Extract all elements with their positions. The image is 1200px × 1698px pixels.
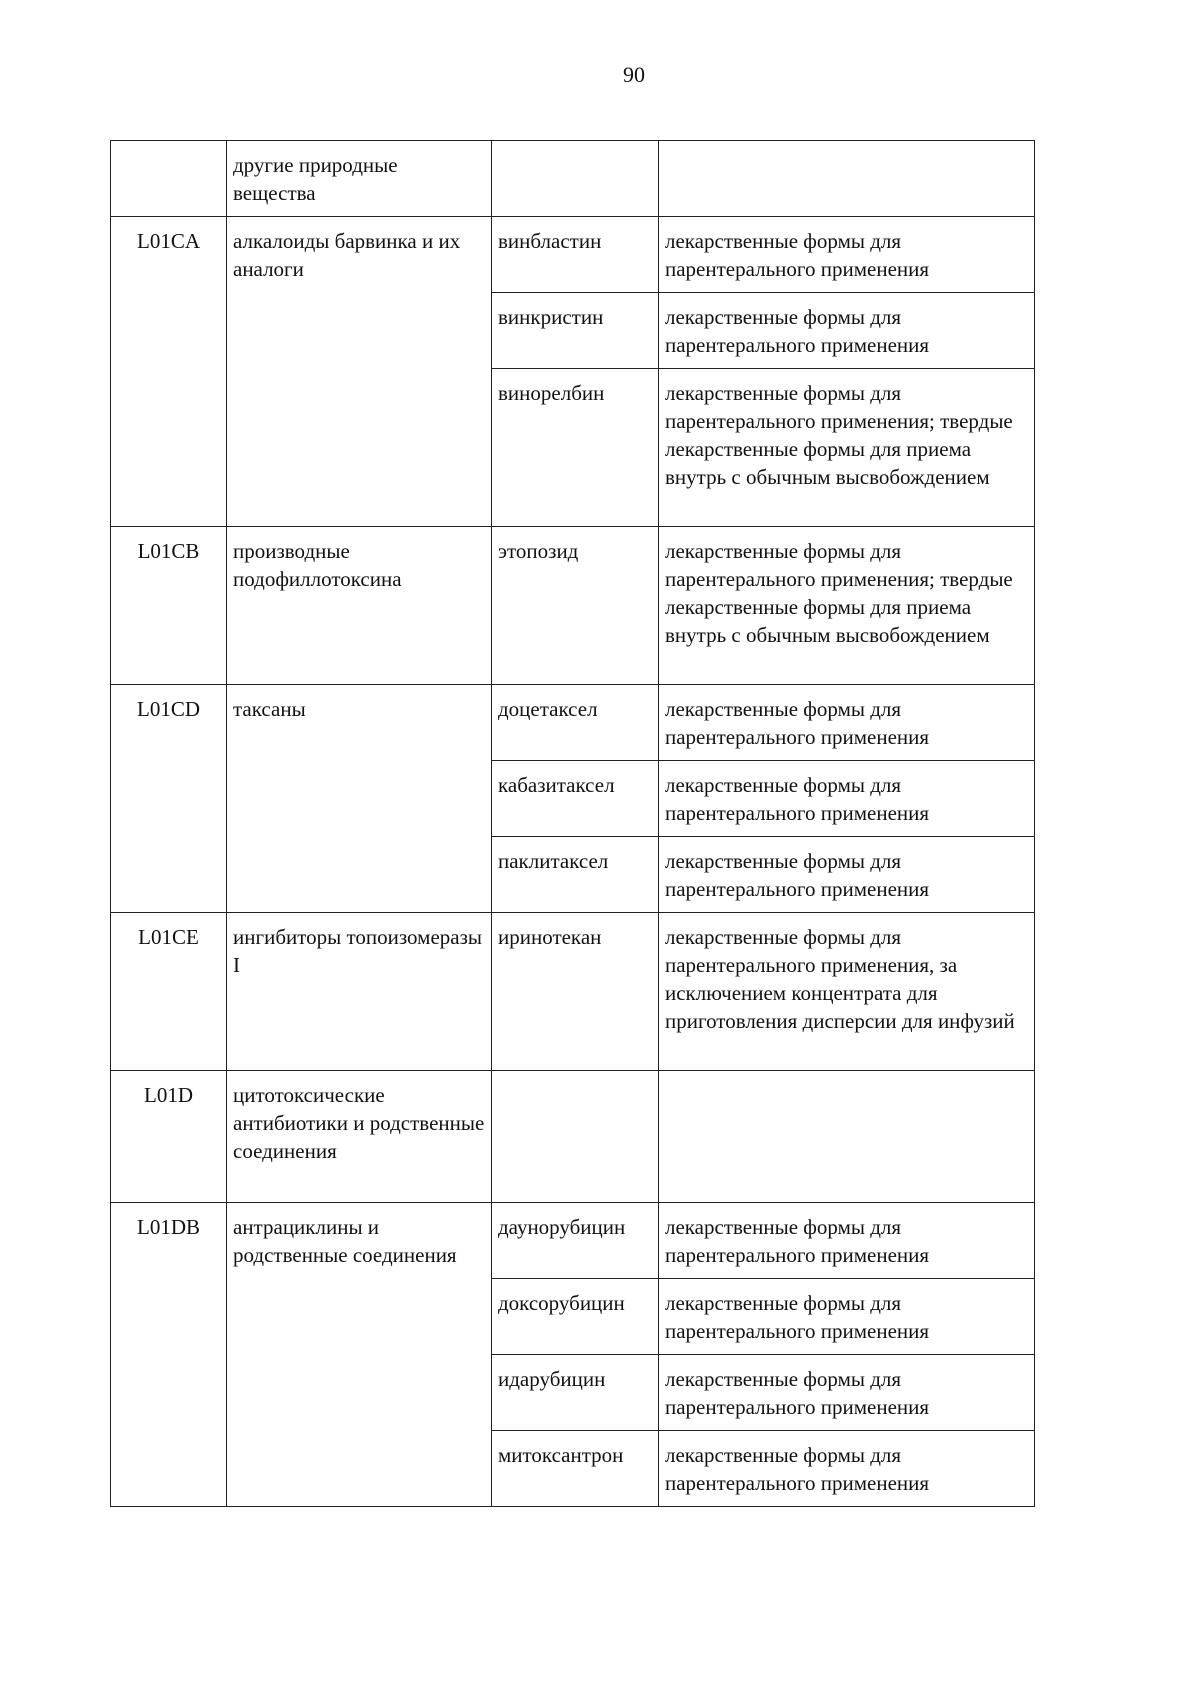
table-row: [111, 685, 1035, 761]
drug-name-cell: митоксантрон: [492, 1431, 659, 1507]
atc-code-cell: L01CE: [111, 913, 227, 1071]
table-row: [111, 913, 1035, 1071]
dosage-form-cell: лекарственные формы для парентерального применения; твердые лекарственные формы для приема внутрь с обычным высвобождением: [659, 527, 1035, 685]
atc-code-cell: [111, 141, 227, 217]
dosage-form-cell: лекарственные формы для парентерального применения: [659, 1279, 1035, 1355]
dosage-form-cell: лекарственные формы для парентерального применения: [659, 217, 1035, 293]
atc-code-cell: L01DB: [111, 1203, 227, 1507]
dosage-form-cell: лекарственные формы для парентерального применения: [659, 1431, 1035, 1507]
atc-code-cell: L01CA: [111, 217, 227, 527]
drug-name-cell: винкристин: [492, 293, 659, 369]
table-row: [111, 1203, 1035, 1279]
drug-name-cell: даунорубицин: [492, 1203, 659, 1279]
table-row: [111, 527, 1035, 685]
atc-code-cell: L01D: [111, 1071, 227, 1203]
drug-name-cell: идарубицин: [492, 1355, 659, 1431]
atc-group-cell: ингибиторы топоизомеразы I: [227, 913, 492, 1071]
drug-name-cell: доцетаксел: [492, 685, 659, 761]
dosage-form-cell: лекарственные формы для парентерального применения: [659, 1355, 1035, 1431]
dosage-form-cell: [659, 1071, 1035, 1203]
atc-group-cell: производные подофиллотоксина: [227, 527, 492, 685]
page-number: 90: [623, 62, 645, 87]
atc-group-cell: алкалоиды барвинка и их аналоги: [227, 217, 492, 527]
dosage-form-cell: [659, 141, 1035, 217]
dosage-form-cell: лекарственные формы для парентерального применения; твердые лекарственные формы для приема внутрь с обычным высвобождением: [659, 369, 1035, 527]
atc-code-cell: L01CD: [111, 685, 227, 913]
atc-group-cell: цитотоксические антибиотики и родственные соединения: [227, 1071, 492, 1203]
drug-table: [110, 140, 1035, 1507]
atc-code-cell: L01CB: [111, 527, 227, 685]
dosage-form-cell: лекарственные формы для парентерального применения: [659, 1203, 1035, 1279]
dosage-form-cell: лекарственные формы для парентерального применения, за исключением концентрата для приготовления дисперсии для инфузий: [659, 913, 1035, 1071]
drug-name-cell: [492, 141, 659, 217]
dosage-form-cell: лекарственные формы для парентерального применения: [659, 685, 1035, 761]
dosage-form-cell: лекарственные формы для парентерального применения: [659, 837, 1035, 913]
drug-name-cell: [492, 1071, 659, 1203]
drug-name-cell: этопозид: [492, 527, 659, 685]
drug-name-cell: винорелбин: [492, 369, 659, 527]
drug-name-cell: кабазитаксел: [492, 761, 659, 837]
drug-name-cell: винбластин: [492, 217, 659, 293]
atc-group-cell: другие природные вещества: [227, 141, 492, 217]
table-row: [111, 217, 1035, 293]
atc-group-cell: таксаны: [227, 685, 492, 913]
atc-group-cell: антрациклины и родственные соединения: [227, 1203, 492, 1507]
drug-name-cell: паклитаксел: [492, 837, 659, 913]
drug-name-cell: иринотекан: [492, 913, 659, 1071]
table-row: [111, 141, 1035, 217]
table-row: [111, 1071, 1035, 1203]
drug-name-cell: доксорубицин: [492, 1279, 659, 1355]
dosage-form-cell: лекарственные формы для парентерального применения: [659, 293, 1035, 369]
dosage-form-cell: лекарственные формы для парентерального применения: [659, 761, 1035, 837]
